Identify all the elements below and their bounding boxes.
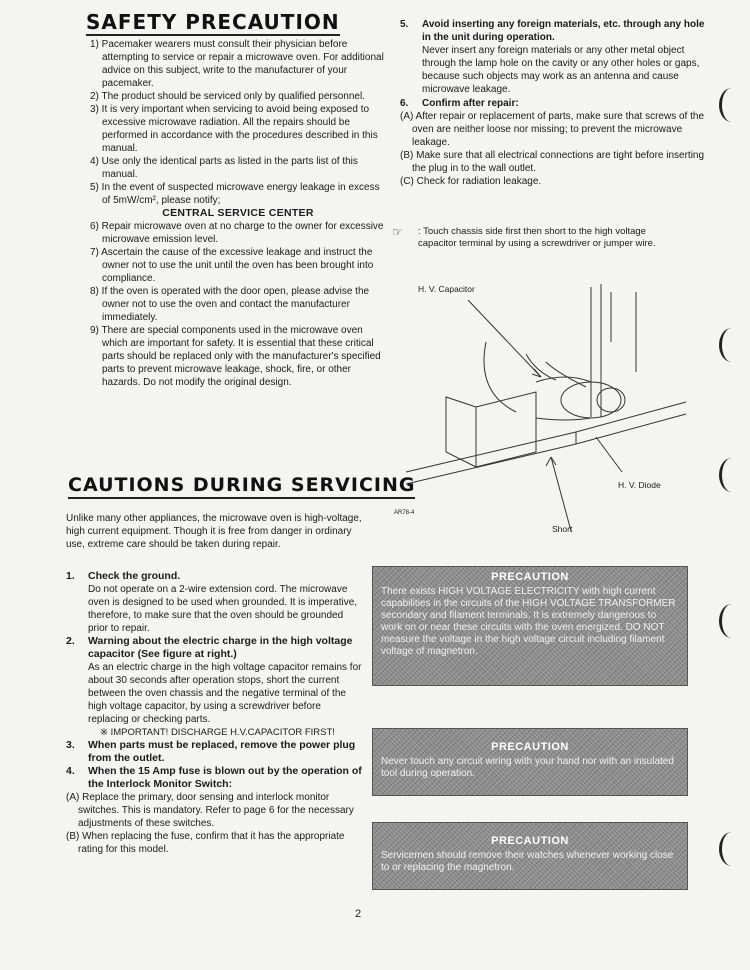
caution-2-number: 2.	[66, 635, 75, 647]
binder-hole-mark	[719, 604, 744, 638]
page-number: 2	[355, 908, 362, 920]
precaution-box-1-title: PRECAUTION	[491, 571, 569, 583]
central-service-center-label: CENTRAL SERVICE CENTER	[162, 207, 314, 219]
safety-list	[88, 38, 388, 389]
safety-item-8: 8) If the oven is operated with the door open, please advise the owner not to use the oven and contact the manufacturer immediately.	[90, 286, 370, 323]
precaution-box-3-body: Servicemen should remove their watches whenever working close to or replacing the magnetron.	[381, 850, 674, 873]
caution-4-sub-a: (A) Replace the primary, door sensing and interlock monitor switches. This is mandatory. Refer to page 6 for the necessary adjustments of these switches.	[66, 792, 354, 829]
item-6-sub-b: (B) Make sure that all electrical connections are tight before inserting the plug in to the wall outlet.	[400, 150, 705, 174]
safety-item-7: 7) Ascertain the cause of the excessive leakage and instruct the owner not to use the unit until the oven has been brought into compliance.	[90, 247, 374, 284]
precaution-box-2-body: Never touch any circuit wiring with your hand nor with an insulated tool during operation.	[381, 756, 674, 779]
cautions-list	[66, 570, 362, 856]
caution-4-sub-b: (B) When replacing the fuse, confirm that it has the appropriate rating for this model.	[66, 831, 345, 855]
binder-hole-mark	[719, 328, 744, 362]
precaution-box-2-title: PRECAUTION	[491, 741, 569, 753]
figure-code: AR78-4	[394, 510, 415, 516]
item-6-heading: Confirm after repair:	[422, 98, 519, 109]
binder-hole-mark	[719, 832, 744, 866]
safety-item-9: 9) There are special components used in the microwave oven which are important for safety. It is essential that these critical parts should be replaced only with the manufacturer's specified parts to prevent microwave leakage, shock, fire, or other hazards. Do not modify the original design.	[90, 325, 381, 388]
item-6-sub-a: (A) After repair or replacement of parts, make sure that screws of the oven are neither loose nor missing; to prevent the microwave leakage.	[400, 111, 705, 148]
safety-item-6: 6) Repair microwave oven at no charge to the owner for excessive microwave emission level.	[90, 221, 384, 245]
safety-item-1: 1) Pacemaker wearers must consult their physician before attempting to service or repair a microwave oven. For additional advice on this subject, write to the manufacturer of your pacemaker.	[90, 39, 384, 89]
precaution-box-watches	[372, 822, 688, 890]
caution-3-number: 3.	[66, 739, 75, 751]
precaution-box-high-voltage	[372, 566, 688, 686]
safety-item-2: 2) The product should be serviced only by qualified personnel.	[90, 91, 365, 102]
item-5-number: 5.	[400, 19, 409, 30]
caution-4-heading: When the 15 Amp fuse is blown out by the operation of the Interlock Monitor Switch:	[88, 765, 362, 790]
hv-capacitor-figure	[386, 222, 694, 532]
safety-item-4: 4) Use only the identical parts as listed in the parts list of this manual.	[90, 156, 358, 180]
caution-4-number: 4.	[66, 765, 75, 777]
caution-3-heading: When parts must be replaced, remove the power plug from the outlet.	[88, 739, 356, 764]
item-6-sub-c: (C) Check for radiation leakage.	[400, 176, 542, 187]
safety-item-5: 5) In the event of suspected microwave energy leakage in excess of 5mW/cm², please notify;	[90, 182, 380, 206]
label-hv-diode: H. V. Diode	[618, 480, 661, 490]
item-6-number: 6.	[400, 98, 409, 109]
caution-2-heading: Warning about the electric charge in the high voltage capacitor (See figure at right.)	[88, 635, 353, 660]
caution-2-note: ※ IMPORTANT! DISCHARGE H.V.CAPACITOR FIRST!	[100, 727, 335, 738]
safety-precaution-heading: SAFETY PRECAUTION	[86, 10, 340, 34]
binder-hole-mark	[719, 88, 744, 122]
precaution-box-3-title: PRECAUTION	[491, 835, 569, 847]
precaution-box-1-body: There exists HIGH VOLTAGE ELECTRICITY with high current capabilities in the circuits of the HIGH VOLTAGE TRANSFORMER secondary and filament terminals. It is extremely dangerous to work on or near these circuits with the oven energized. DO NOT measure the voltage in the high voltage circuit including filament voltage of magnetron.	[381, 586, 676, 657]
right-column-items	[400, 18, 706, 188]
label-hv-capacitor: H. V. Capacitor	[418, 284, 475, 294]
caution-1-number: 1.	[66, 570, 75, 582]
item-5-body: Never insert any foreign materials or any other metal object through the lamp hole on the cavity or any other holes or gaps, because such objects may work as an antenna and cause microwave leakage.	[422, 45, 700, 95]
note-pointer-icon: ☞	[392, 225, 403, 239]
caution-1-heading: Check the ground.	[88, 570, 181, 582]
precaution-box-touch	[372, 728, 688, 796]
safety-item-3: 3) It is very important when servicing to avoid being exposed to excessive microwave radiation. All the repairs should be performed in accordance with the procedures described in this manual.	[90, 104, 378, 154]
label-short: Short	[552, 524, 573, 534]
caution-1-body: Do not operate on a 2-wire extension cord. The microwave oven is designed to be used when grounded. It is imperative, therefore, to make sure that the oven should be grounded prior to repair.	[88, 584, 358, 634]
caution-2-body: As an electric charge in the high voltage capacitor remains for about 30 seconds after operation stops, short the current between the oven chassis and the negative terminal of the high voltage capacitor, by using a screwdriver before replacing or checking parts.	[88, 662, 362, 725]
cautions-heading: CAUTIONS DURING SERVICING	[68, 476, 415, 499]
binder-hole-mark	[719, 458, 744, 492]
item-5-heading: Avoid inserting any foreign materials, etc. through any hole in the unit during operation.	[422, 19, 705, 43]
figure-note: : Touch chassis side first then short to the high voltage capacitor terminal by using a screwdriver or jumper wire.	[418, 226, 656, 249]
cautions-intro: Unlike many other appliances, the microwave oven is high-voltage, high current equipment. Though it is free from danger in ordinary use, extreme care should be taken during repair.	[66, 513, 362, 550]
